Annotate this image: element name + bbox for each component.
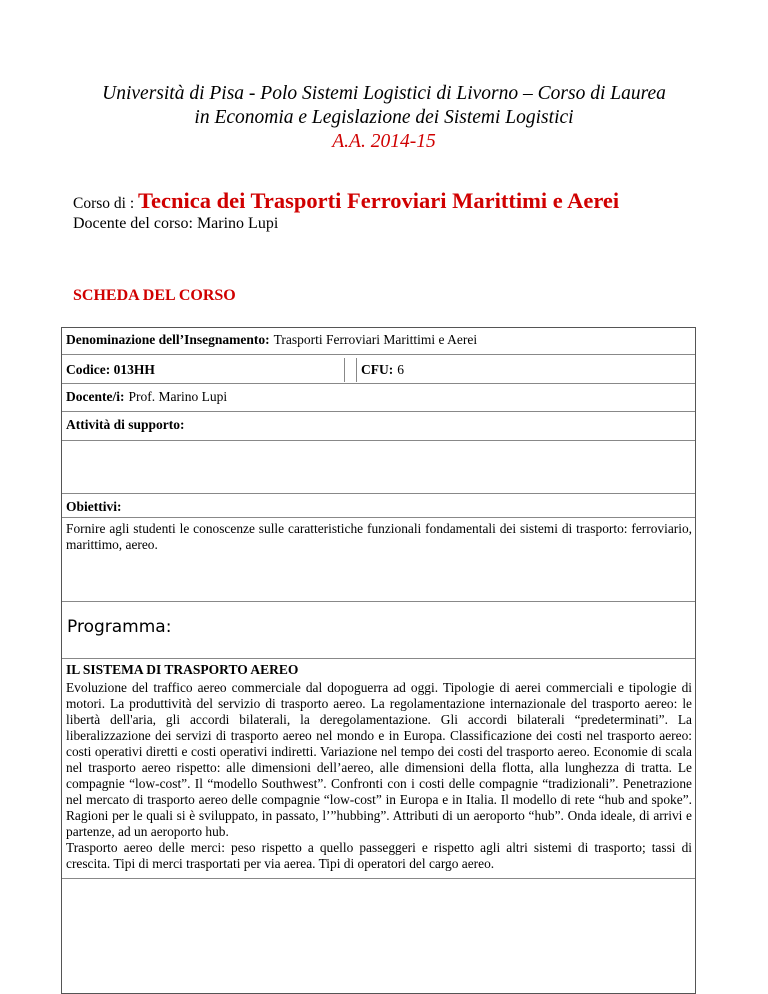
section-title: IL SISTEMA DI TRASPORTO AEREO bbox=[66, 662, 299, 677]
scheda-title: SCHEDA DEL CORSO bbox=[73, 287, 236, 304]
codice-label: Codice: 013HH bbox=[66, 362, 155, 377]
course-table bbox=[61, 327, 696, 994]
course-prefix: Corso di : bbox=[73, 195, 139, 212]
docente-value: Prof. Marino Lupi bbox=[128, 389, 228, 404]
row-programma bbox=[62, 603, 695, 659]
row-obiettivi bbox=[62, 495, 695, 518]
attivita-label: Attività di supporto: bbox=[66, 417, 185, 432]
cfu-cell bbox=[356, 358, 695, 382]
cfu-label: CFU: bbox=[361, 362, 394, 377]
paragraph-1: Evoluzione del traffico aereo commerciale dal dopoguerra ad oggi. Tipologie di aerei commerciali e tipologie di motori. La produttività del servizio di trasporto aereo. La regolamentazione internazionale del trasporto aereo: le libertà dell'aria, gli accordi bilaterali, la deregolamentazione. Gli accordi bilaterali “predeterminati”. La liberalizzazione dei servizi di trasporto aereo nel mondo e in Europa. Classificazione dei costi nel trasporto aereo: costi operativi diretti e costi operativi indiretti. Variazione nel tempo dei costi del trasporto aereo. Economie di scala nel trasporto aereo rispetto: alle dimensioni dell’aereo, alle dimensioni della flotta, alla lunghezza di tratta. Le compagnie “low-cost”. Il “modello Southwest”. Confronti con i costi delle compagnie “tradizionali”. Penetrazione nel mercato di trasporto aereo delle compagnie “low-cost” in Europa e in Italia. Il modello di rete “hub and spoke”. Ragioni per le quali si è sviluppato, in passato, l’”hubbing”. Attributi di un aeroporto “hub”. Onda ideale, di arrivi e partenze, ad un aeroporto hub. bbox=[66, 680, 692, 839]
header-line-2: in Economia e Legislazione dei Sistemi Logistici bbox=[194, 107, 574, 128]
paragraph-2: Trasporto aereo delle merci: peso rispetto a quello passeggeri e rispetto agli altri sistemi di trasporto; tassi di crescita. Tipi di merci trasportati per via aerea. Tipi di operatori del cargo aereo. bbox=[66, 840, 692, 871]
course-title-line bbox=[73, 188, 619, 214]
course-teacher: Docente del corso: Marino Lupi bbox=[73, 215, 279, 232]
row-programma-content bbox=[62, 660, 695, 879]
docente-label: Docente/i: bbox=[66, 389, 125, 404]
cfu-value: 6 bbox=[397, 362, 404, 377]
row-attivita bbox=[62, 413, 695, 441]
header-line-1: Università di Pisa - Polo Sistemi Logistici di Livorno – Corso di Laurea bbox=[102, 83, 666, 104]
row-attivita-content bbox=[62, 442, 695, 494]
academic-year: A.A. 2014-15 bbox=[332, 131, 436, 152]
row-docente bbox=[62, 385, 695, 412]
course-title: Tecnica dei Trasporti Ferroviari Marittimi e Aerei bbox=[138, 188, 620, 213]
programma-body bbox=[62, 678, 695, 872]
row-denominazione bbox=[62, 328, 695, 355]
obiettivi-text: Fornire agli studenti le conoscenze sulle caratteristiche funzionali fondamentali dei sistemi di trasporto: ferroviario, marittimo, aereo. bbox=[66, 521, 692, 552]
programma-label: Programma: bbox=[67, 617, 172, 637]
denominazione-label: Denominazione dell’Insegnamento: bbox=[66, 332, 270, 347]
university-header bbox=[60, 82, 708, 154]
row-obiettivi-content bbox=[62, 519, 695, 602]
row-codice-cfu bbox=[62, 356, 695, 384]
obiettivi-label: Obiettivi: bbox=[66, 499, 122, 514]
codice-cell bbox=[62, 358, 345, 382]
denominazione-value: Trasporti Ferroviari Marittimi e Aerei bbox=[273, 332, 478, 347]
